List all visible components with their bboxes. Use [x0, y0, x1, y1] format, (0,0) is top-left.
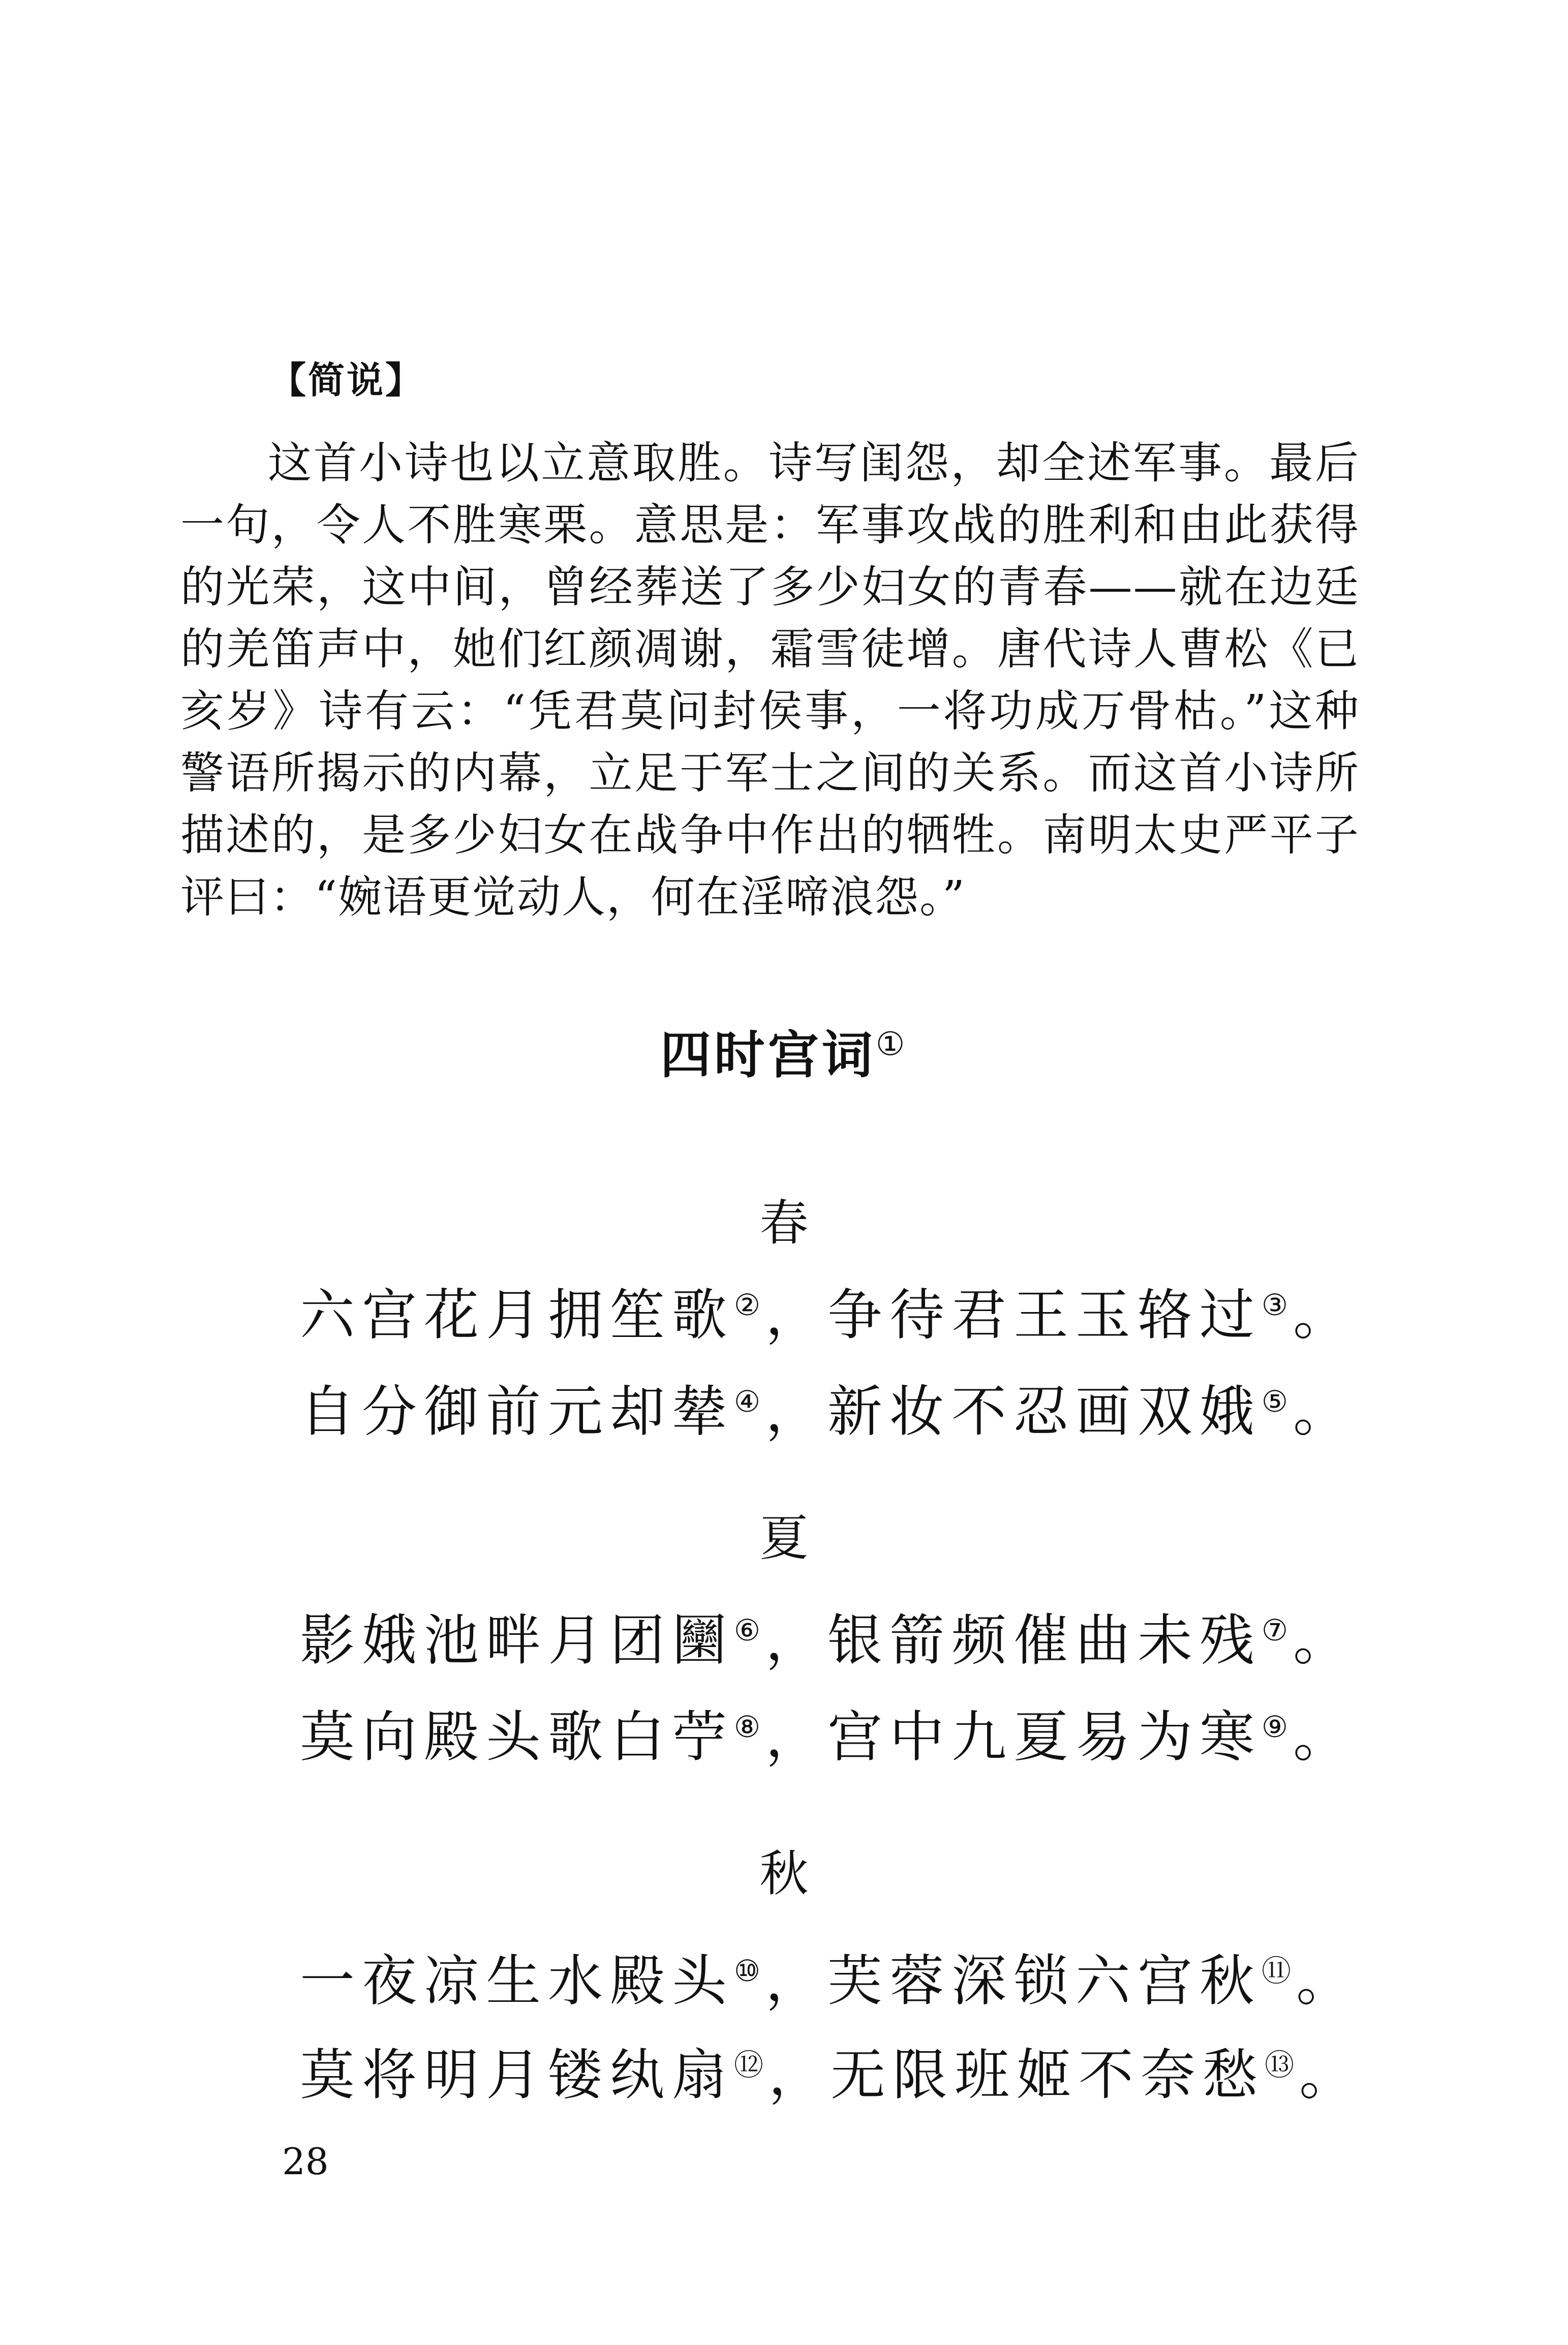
footnote-marker: ⑬: [1265, 2048, 1295, 2082]
verse-line: [300, 1693, 1418, 1772]
punctuation: ，: [768, 2044, 831, 2107]
punctuation: 。: [1296, 1950, 1359, 2013]
footnote-marker: ⑫: [734, 2048, 764, 2082]
verse-second-half: 芙蓉深锁六宫秋: [827, 1950, 1262, 2013]
verse-first-half: 莫向殿头歌白苧: [300, 1706, 734, 1769]
punctuation: ，: [765, 1380, 828, 1444]
footnote-marker: ⑨: [1262, 1710, 1288, 1744]
verse-line: [300, 1271, 1418, 1350]
footnote-marker: ⑥: [734, 1613, 761, 1648]
punctuation: 。: [1293, 1284, 1356, 1347]
footnote-marker: ②: [734, 1288, 761, 1322]
page-number: 28: [282, 2140, 329, 2183]
punctuation: ，: [765, 1284, 828, 1347]
verse-second-half: 争待君王玉辂过: [827, 1284, 1262, 1347]
verse-line: [300, 1937, 1418, 2016]
verse-first-half: 六宫花月拥笙歌: [300, 1284, 734, 1347]
footnote-marker: ⑧: [734, 1710, 761, 1744]
footnote-marker: ①: [875, 1025, 908, 1063]
season-heading-summer: 夏: [759, 1510, 809, 1567]
footnote-marker: ⑪: [1262, 1954, 1292, 1988]
punctuation: ，: [765, 1950, 828, 2013]
footnote-marker: ④: [734, 1384, 761, 1419]
section-label: 【简说】: [269, 358, 424, 402]
punctuation: 。: [1293, 1609, 1356, 1672]
punctuation: ，: [765, 1706, 828, 1769]
punctuation: 。: [1293, 1380, 1356, 1444]
punctuation: 。: [1299, 2044, 1362, 2107]
verse-line: [300, 2031, 1418, 2110]
season-heading-spring: 春: [759, 1195, 809, 1252]
verse-line: [300, 1367, 1418, 1446]
verse-first-half: 莫将明月镂纨扇: [300, 2044, 734, 2107]
footnote-marker: ⑩: [734, 1954, 761, 1988]
poem-title-text: 四时宫词: [660, 1025, 876, 1085]
verse-first-half: 自分御前元却辇: [300, 1380, 734, 1444]
verse-first-half: 一夜凉生水殿头: [300, 1950, 734, 2013]
footnote-marker: ③: [1262, 1288, 1288, 1322]
punctuation: ，: [765, 1609, 828, 1672]
season-heading-autumn: 秋: [759, 1845, 809, 1902]
footnote-marker: ⑦: [1262, 1613, 1288, 1648]
verse-first-half: 影娥池畔月团圞: [300, 1609, 734, 1672]
verse-second-half: 无限班姬不奈愁: [831, 2044, 1265, 2107]
verse-second-half: 银箭频催曲未残: [827, 1609, 1262, 1672]
verse-line: [300, 1596, 1418, 1675]
punctuation: 。: [1293, 1706, 1356, 1769]
verse-second-half: 新妆不忍画双娥: [827, 1380, 1262, 1444]
verse-second-half: 宫中九夏易为寒: [827, 1706, 1262, 1769]
poem-title: [0, 1014, 1568, 1087]
commentary-paragraph: 这首小诗也以立意取胜。诗写闺怨，却全述军事。最后一句，令人不胜寒栗。意思是：军事攻战的胜利和由此获得的光荣，这中间，曾经葬送了多少妇女的青春——就在边廷的羌笛声中，她们红颜凋谢，霜雪徒增。唐代诗人曹松《已亥岁》诗有云：“凭君莫问封侯事，一将功成万骨枯。”这种警语所揭示的内幕，立足于军士之间的关系。而这首小诗所描述的，是多少妇女在战争中作出的牺牲。南明太史严平子评曰：“婉语更觉动人，何在淫啼浪怨。”: [180, 438, 1360, 923]
footnote-marker: ⑤: [1262, 1384, 1288, 1419]
